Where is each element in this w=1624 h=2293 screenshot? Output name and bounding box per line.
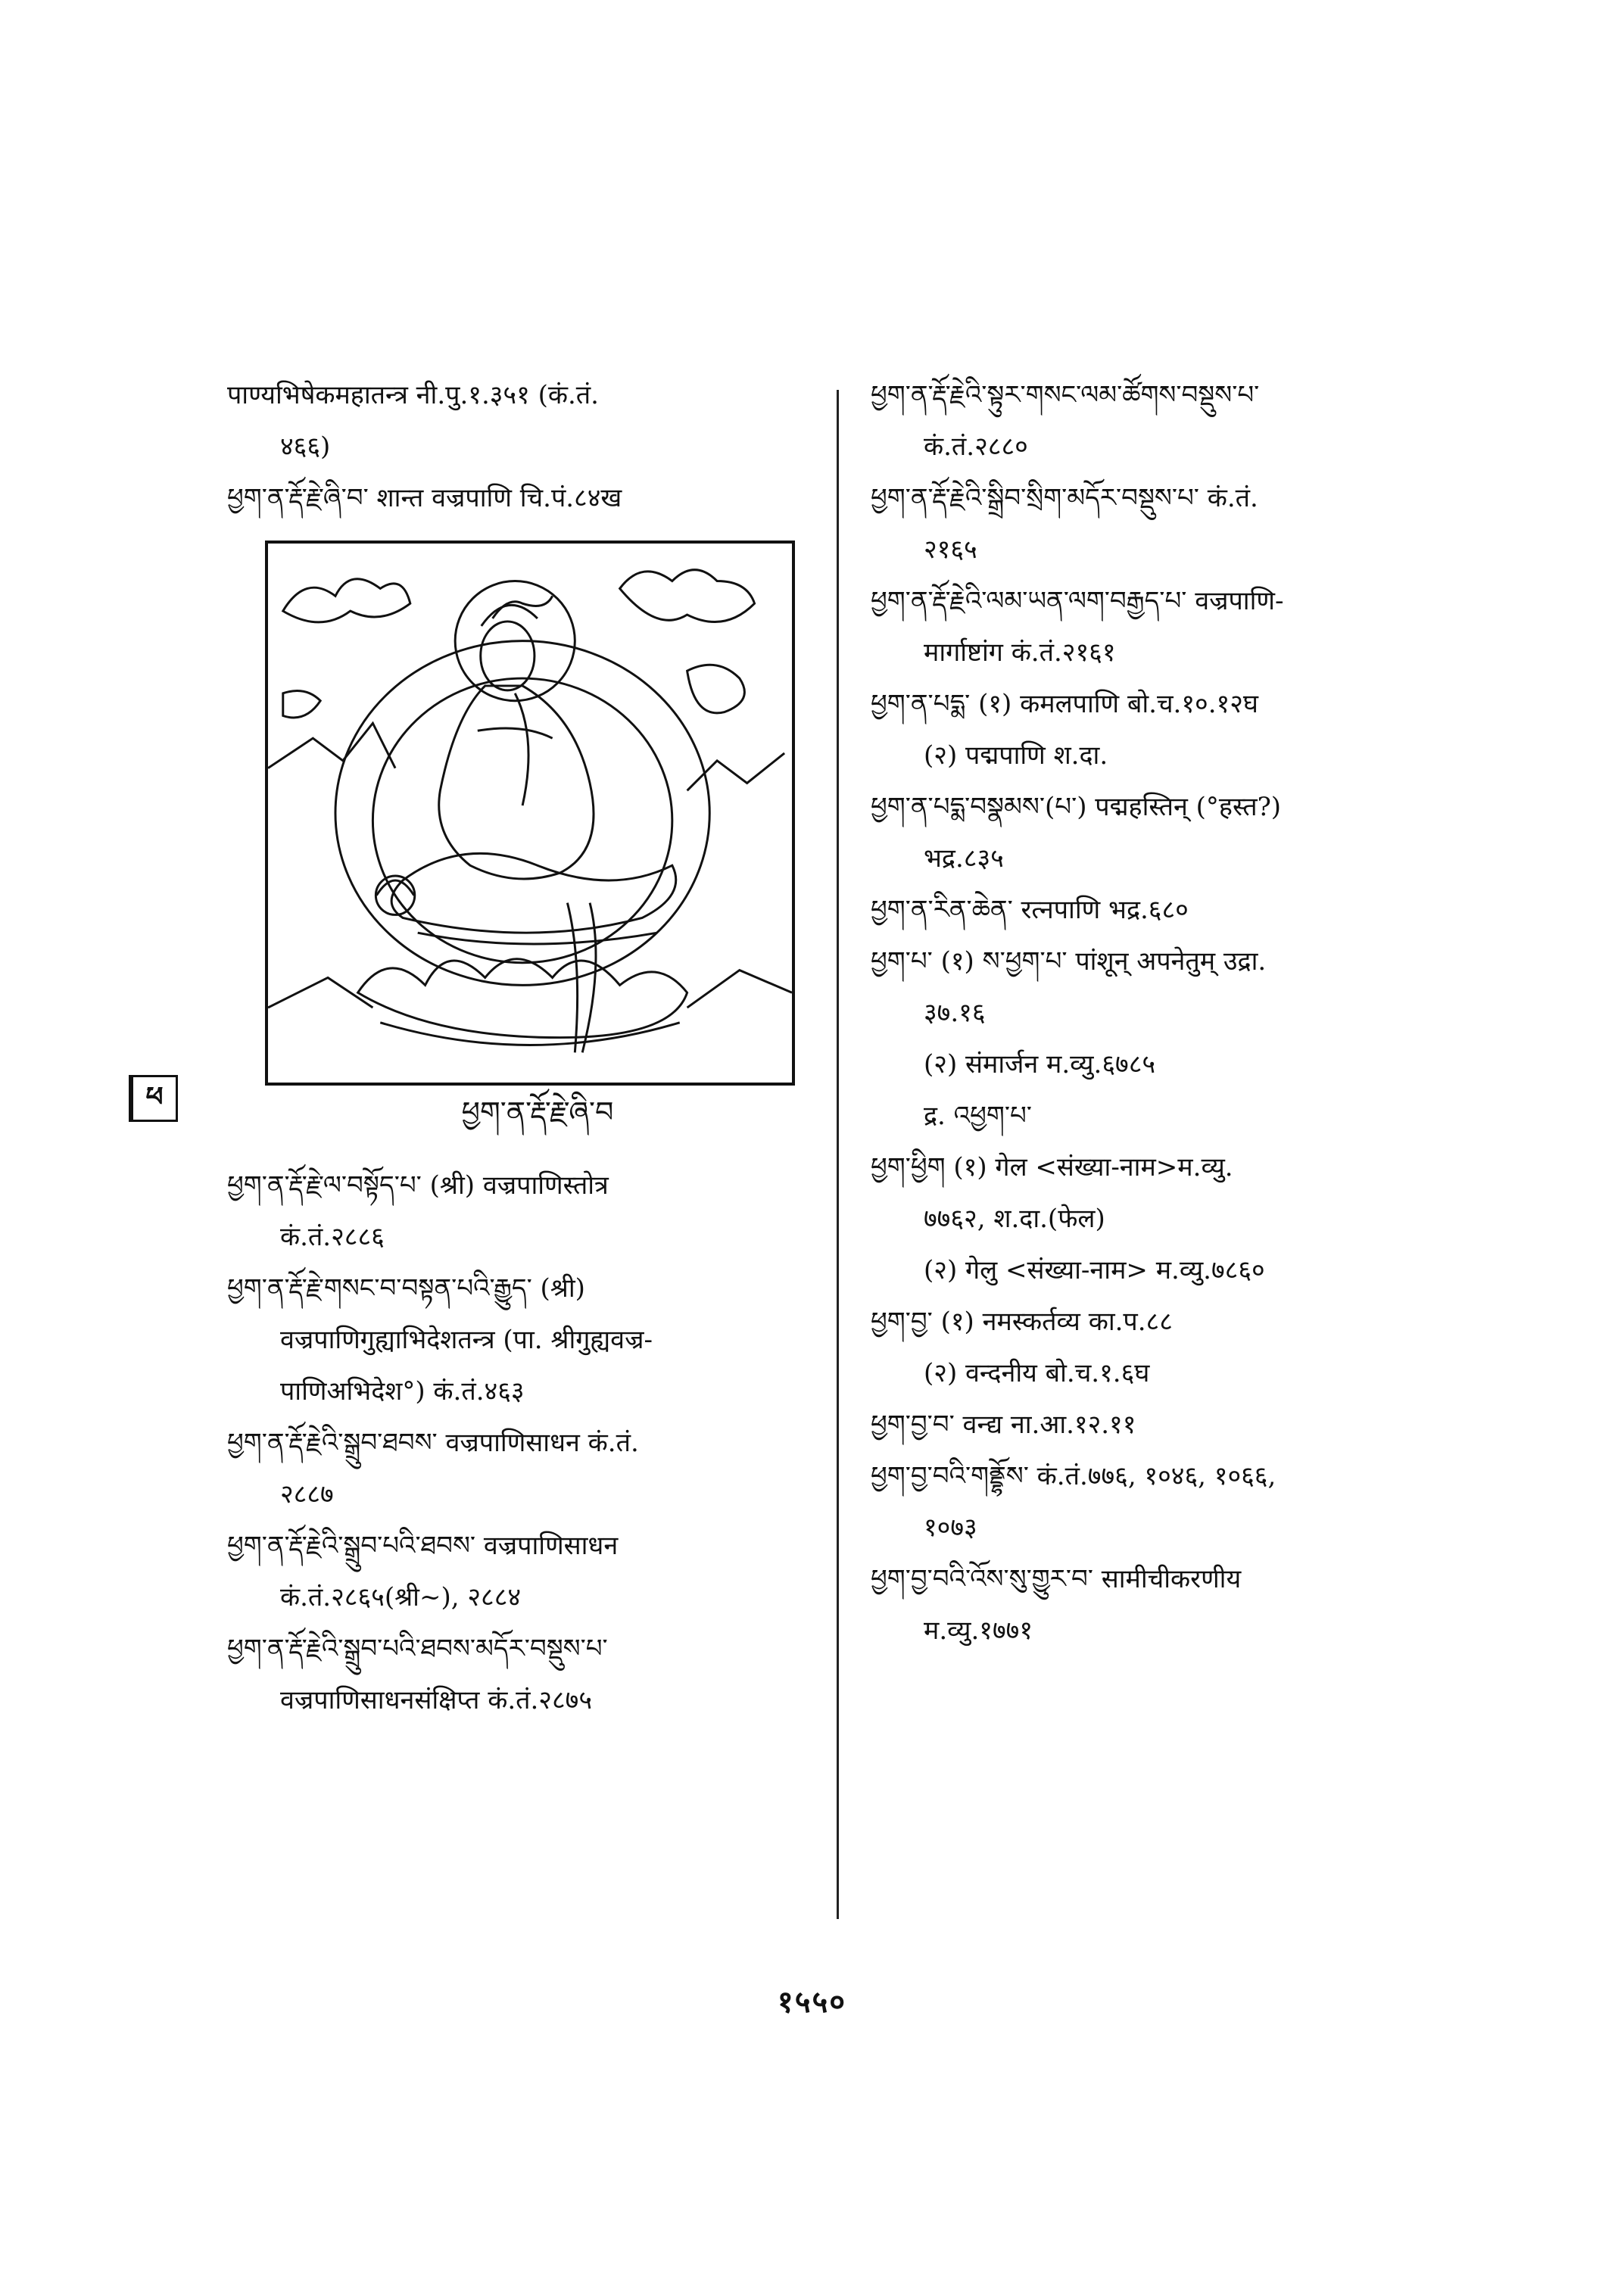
- entry-headword-line: ཕྱག་ན་རྡོ་རྗེའི་སྒྲིབ་སྲིག་མདོར་བསྡུས་པ་ कं.तं.: [871, 483, 1258, 513]
- vajrapani-illustration: [265, 541, 795, 1086]
- entry-continuation-line: (२) पद्मपाणि श.दा.: [924, 740, 1108, 771]
- entry-continuation-line: ४६६): [280, 431, 331, 462]
- entry-continuation-line: कं.तं.२८८६: [280, 1222, 385, 1252]
- entry-headword-line: ཕྱག་ན་པདྨ་བསྣམས་(པ་) पद्महस्तिन् (°हस्त?): [871, 792, 1282, 822]
- thumb-index-tab: ཕ: [129, 1075, 178, 1122]
- left-entries-top: [227, 379, 893, 533]
- entry-headword-line: ཕྱག་ན་རྡོ་རྗེའི་སྒྲུབ་ཐབས་ वज्रपाणिसाधन कं.तं.: [227, 1428, 639, 1458]
- entry-continuation-line: भद्र.८३५: [924, 843, 1004, 874]
- entry-headword-line: ཕྱག་ན་རྡོ་རྗེའི་སྒྲུབ་པའི་ཐབས་མདོར་བསྡུས་པ་: [227, 1634, 608, 1664]
- entry-continuation-line: वज्रपाणिगुह्याभिदेशतन्त्र (पा. श्रीगुह्यवज्र-: [280, 1325, 653, 1355]
- entry-headword-line: ཕྱག་ན་རྡོ་རྗེའི་ལམ་ཡན་ལག་བརྒྱད་པ་ वज्रपाणि-: [871, 586, 1284, 616]
- right-column: [871, 379, 1537, 1665]
- entry-headword-line: ཕྱག་པ་ (१) ས་ཕྱག་པ་ पांशून् अपनेतुम् उद्रा.: [871, 946, 1267, 977]
- entry-continuation-line: २८८७: [280, 1479, 334, 1509]
- entry-headword-line: ཕྱག་ན་རིན་ཆེན་ रत्नपाणि भद्र.६८०: [871, 895, 1189, 925]
- entry-headword-line: ཕྱག་ན་རྡོ་རྗེའི་སྒྲུབ་པའི་ཐབས་ वज्रपाणिसाधन: [227, 1531, 619, 1561]
- entry-headword-line: ཕྱག་ན་རྡོ་རྗེ་ཞི་བ་ शान्त वज्रपाणि चि.पं.८४ख: [227, 483, 622, 513]
- entry-headword-line: ཕྱག་ཕྱིག (१) गेल <संख्या-नाम>म.व्यु.: [871, 1152, 1233, 1182]
- entry-continuation-line: १०७३: [924, 1513, 977, 1543]
- figure-wrapper: [227, 533, 893, 1078]
- entry-continuation-line: पाणिअभिदेश°) कं.तं.४६३: [280, 1376, 525, 1407]
- right-entries: [871, 379, 1537, 1665]
- entry-continuation-line: ७७६२, श.दा.(फेल): [924, 1204, 1105, 1234]
- entry-headword-line: ཕྱག་བྱ་བ་ वन्द्य ना.आ.१२.११: [871, 1410, 1136, 1440]
- entry-continuation-line: द्र. འཕྱག་པ་: [924, 1101, 1032, 1131]
- entry-continuation-line: म.व्यु.१७७१: [924, 1615, 1033, 1646]
- entry-continuation-line: (२) संमार्जन म.व्यु.६७८५: [924, 1049, 1156, 1080]
- entry-headword-line: ཕྱག་ན་རྡོ་རྗེ་གསང་བ་བསྟན་པའི་རྒྱུད་ (श्री): [227, 1273, 585, 1304]
- entry-headword-line: ཕྱག་ན་རྡོ་རྗེའི་སྟུར་གསང་ལམ་ཚོགས་བསྡུས་པ་: [871, 380, 1260, 410]
- entry-continuation-line: २१६५: [924, 534, 977, 565]
- entry-headword-line: ཕྱག་བྱ་ (१) नमस्कर्तव्य का.प.८८: [871, 1307, 1173, 1337]
- entry-headword-line: पाण्यभिषेकमहातन्त्र नी.पु.१.३५१ (कं.तं.: [227, 380, 599, 410]
- figure-caption: ཕྱག་ན་རྡོ་རྗེ་ཞི་བ: [461, 1095, 614, 1129]
- entry-continuation-line: (२) वन्दनीय बो.च.१.६घ: [924, 1358, 1150, 1388]
- column-divider: [837, 390, 839, 1919]
- entry-continuation-line: कं.तं.२८६५(श्री~), २८८४: [280, 1582, 522, 1612]
- entry-headword-line: ཕྱག་ན་རྡོ་རྗེ་ལ་བསྟོད་པ་ (श्री) वज्रपाणिस्तोत्र: [227, 1170, 609, 1201]
- entry-continuation-line: (२) गेलु <संख्या-नाम> म.व्यु.७८६०: [924, 1255, 1265, 1285]
- entry-continuation-line: ३७.१६: [924, 998, 986, 1028]
- page-number: १५५०: [777, 1984, 847, 2020]
- entry-headword-line: ཕྱག་བྱ་བའི་གནྡྷོས་ कं.तं.७७६, १०४६, १०६६,: [871, 1461, 1276, 1491]
- entry-continuation-line: वज्रपाणिसाधनसंक्षिप्त कं.तं.२८७५: [280, 1685, 593, 1715]
- entry-continuation-line: मार्गाष्टांग कं.तं.२१६१: [924, 637, 1116, 668]
- entry-headword-line: ཕྱག་བྱ་བའི་འོས་སུ་གྱུར་བ་ सामीचीकरणीय: [871, 1564, 1242, 1594]
- left-column: [227, 379, 893, 1735]
- entry-continuation-line: कं.तं.२८८०: [924, 431, 1028, 462]
- left-entries-bottom: [227, 1169, 893, 1735]
- entry-headword-line: ཕྱག་ན་པདྨ་ (१) कमलपाणि बो.च.१०.१२घ: [871, 689, 1258, 719]
